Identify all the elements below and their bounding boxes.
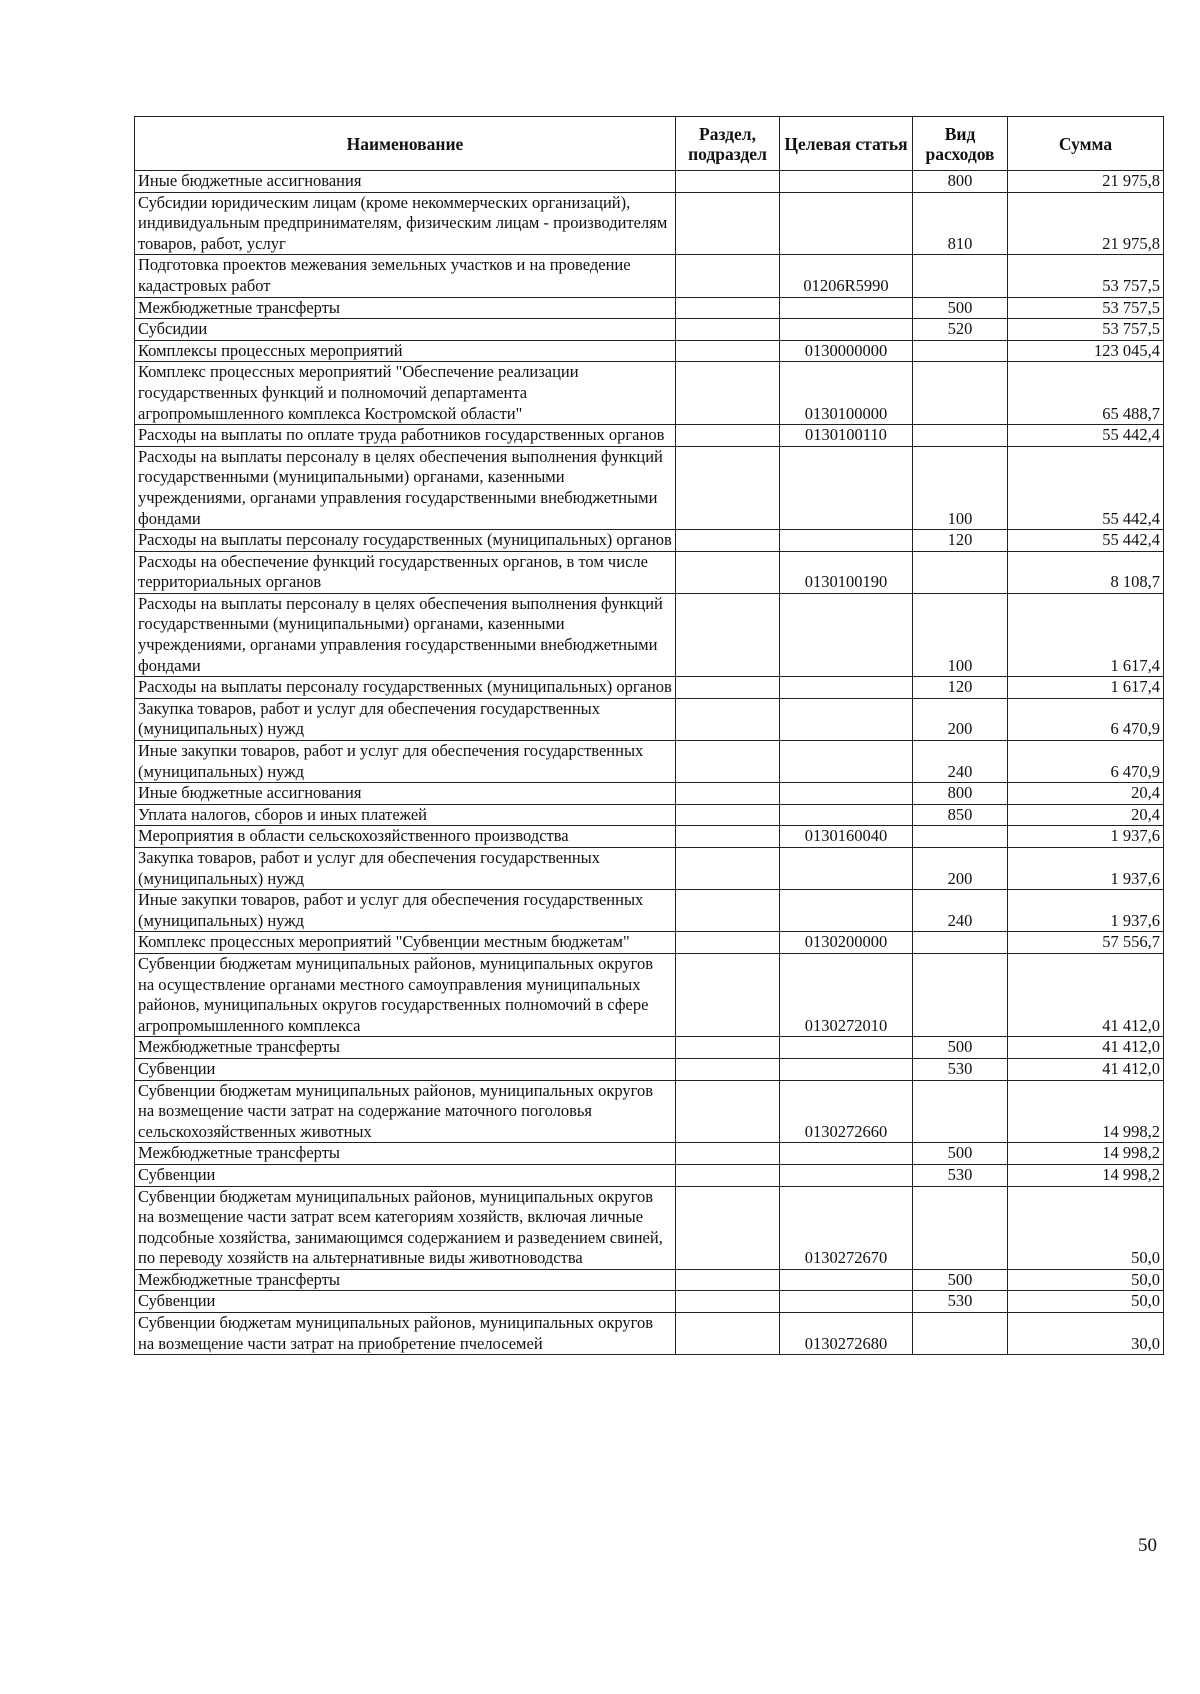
table-body [135, 171, 1164, 1355]
row-summa-cell: 14 998,2 [1008, 1164, 1164, 1186]
row-summa-cell: 1 617,4 [1008, 677, 1164, 699]
row-summa-cell: 1 617,4 [1008, 593, 1164, 676]
row-vid-cell: 200 [913, 698, 1008, 740]
row-celevaya-cell [780, 1037, 913, 1059]
row-summa-cell: 57 556,7 [1008, 932, 1164, 954]
row-name-cell: Субсидии [135, 319, 676, 341]
row-vid-cell: 500 [913, 1143, 1008, 1165]
row-vid-cell [913, 1080, 1008, 1143]
row-vid-cell: 240 [913, 890, 1008, 932]
row-celevaya-cell: 0130100000 [780, 362, 913, 425]
row-razdel-cell [676, 1313, 780, 1355]
table-row [135, 1291, 1164, 1313]
row-celevaya-cell [780, 1269, 913, 1291]
row-name-cell: Закупка товаров, работ и услуг для обеспечения государственных (муниципальных) нужд [135, 698, 676, 740]
row-celevaya-cell: 01206R5990 [780, 255, 913, 297]
row-vid-cell: 800 [913, 171, 1008, 193]
row-celevaya-cell [780, 1164, 913, 1186]
row-summa-cell: 53 757,5 [1008, 319, 1164, 341]
table-row [135, 530, 1164, 552]
row-celevaya-cell [780, 593, 913, 676]
row-summa-cell: 53 757,5 [1008, 297, 1164, 319]
row-vid-cell: 500 [913, 1037, 1008, 1059]
row-celevaya-cell [780, 804, 913, 826]
row-vid-cell [913, 1313, 1008, 1355]
row-vid-cell [913, 255, 1008, 297]
row-name-cell: Комплекс процессных мероприятий "Обеспечение реализации государственных функций и полномочий департамента агропромышленного комплекса Костромской области" [135, 362, 676, 425]
row-razdel-cell [676, 848, 780, 890]
row-razdel-cell [676, 551, 780, 593]
row-razdel-cell [676, 932, 780, 954]
row-vid-cell: 520 [913, 319, 1008, 341]
row-summa-cell: 55 442,4 [1008, 425, 1164, 447]
row-name-cell: Комплексы процессных мероприятий [135, 340, 676, 362]
row-vid-cell: 500 [913, 1269, 1008, 1291]
row-razdel-cell [676, 804, 780, 826]
row-celevaya-cell: 0130272010 [780, 953, 913, 1036]
table-row [135, 953, 1164, 1036]
table-row [135, 677, 1164, 699]
row-celevaya-cell [780, 1143, 913, 1165]
table-row [135, 1058, 1164, 1080]
table-row [135, 319, 1164, 341]
table-row [135, 192, 1164, 255]
table-row [135, 297, 1164, 319]
row-vid-cell: 800 [913, 783, 1008, 805]
row-razdel-cell [676, 890, 780, 932]
row-razdel-cell [676, 192, 780, 255]
header-razdel: Раздел, подраздел [676, 117, 780, 171]
row-summa-cell: 20,4 [1008, 804, 1164, 826]
row-name-cell: Субсидии юридическим лицам (кроме некоммерческих организаций), индивидуальным предпринимателям, физическим лицам - производителям товаров, работ, услуг [135, 192, 676, 255]
row-name-cell: Закупка товаров, работ и услуг для обеспечения государственных (муниципальных) нужд [135, 848, 676, 890]
row-summa-cell: 1 937,6 [1008, 890, 1164, 932]
row-name-cell: Расходы на выплаты персоналу в целях обеспечения выполнения функций государственными (муниципальными) органами, казенными учреждениями, органами управления государственными внебюджетными фондами [135, 446, 676, 529]
row-name-cell: Иные закупки товаров, работ и услуг для обеспечения государственных (муниципальных) нужд [135, 890, 676, 932]
row-razdel-cell [676, 297, 780, 319]
row-summa-cell: 6 470,9 [1008, 741, 1164, 783]
row-celevaya-cell [780, 698, 913, 740]
row-vid-cell: 850 [913, 804, 1008, 826]
row-vid-cell: 120 [913, 530, 1008, 552]
row-summa-cell: 41 412,0 [1008, 1037, 1164, 1059]
row-razdel-cell [676, 1164, 780, 1186]
row-name-cell: Субвенции бюджетам муниципальных районов, муниципальных округов на возмещение части затрат всем категориям хозяйств, включая личные подсобные хозяйства, занимающимся содержанием и разведением свиней, по переводу хозяйств на альтернативные виды животноводства [135, 1186, 676, 1269]
row-summa-cell: 14 998,2 [1008, 1143, 1164, 1165]
row-summa-cell: 1 937,6 [1008, 848, 1164, 890]
row-razdel-cell [676, 1269, 780, 1291]
row-summa-cell: 30,0 [1008, 1313, 1164, 1355]
row-name-cell: Расходы на выплаты персоналу в целях обеспечения выполнения функций государственными (муниципальными) органами, казенными учреждениями, органами управления государственными внебюджетными фондами [135, 593, 676, 676]
row-razdel-cell [676, 783, 780, 805]
row-razdel-cell [676, 677, 780, 699]
row-celevaya-cell [780, 192, 913, 255]
row-summa-cell: 65 488,7 [1008, 362, 1164, 425]
row-name-cell: Межбюджетные трансферты [135, 297, 676, 319]
row-celevaya-cell [780, 171, 913, 193]
table-row [135, 1143, 1164, 1165]
table-row [135, 1037, 1164, 1059]
row-vid-cell [913, 340, 1008, 362]
row-celevaya-cell: 0130272660 [780, 1080, 913, 1143]
budget-table [134, 116, 1164, 1355]
row-summa-cell: 14 998,2 [1008, 1080, 1164, 1143]
row-summa-cell: 50,0 [1008, 1291, 1164, 1313]
row-name-cell: Расходы на выплаты персоналу государственных (муниципальных) органов [135, 677, 676, 699]
row-summa-cell: 41 412,0 [1008, 1058, 1164, 1080]
row-celevaya-cell [780, 783, 913, 805]
row-celevaya-cell: 0130100190 [780, 551, 913, 593]
table-row [135, 362, 1164, 425]
row-name-cell: Субвенции бюджетам муниципальных районов, муниципальных округов на возмещение части затрат на содержание маточного поголовья сельскохозяйственных животных [135, 1080, 676, 1143]
row-vid-cell: 500 [913, 297, 1008, 319]
table-row [135, 593, 1164, 676]
row-celevaya-cell: 0130000000 [780, 340, 913, 362]
row-summa-cell: 50,0 [1008, 1269, 1164, 1291]
row-name-cell: Межбюджетные трансферты [135, 1143, 676, 1165]
table-row [135, 425, 1164, 447]
header-celevaya: Целевая статья [780, 117, 913, 171]
row-razdel-cell [676, 1143, 780, 1165]
row-name-cell: Комплекс процессных мероприятий "Субвенции местным бюджетам" [135, 932, 676, 954]
row-name-cell: Расходы на выплаты по оплате труда работников государственных органов [135, 425, 676, 447]
row-name-cell: Межбюджетные трансферты [135, 1037, 676, 1059]
header-name: Наименование [135, 117, 676, 171]
row-razdel-cell [676, 530, 780, 552]
table-row [135, 255, 1164, 297]
row-vid-cell [913, 362, 1008, 425]
row-summa-cell: 21 975,8 [1008, 192, 1164, 255]
row-vid-cell: 100 [913, 593, 1008, 676]
row-razdel-cell [676, 826, 780, 848]
row-summa-cell: 20,4 [1008, 783, 1164, 805]
row-name-cell: Субвенции [135, 1291, 676, 1313]
row-name-cell: Субвенции [135, 1164, 676, 1186]
row-summa-cell: 50,0 [1008, 1186, 1164, 1269]
row-summa-cell: 53 757,5 [1008, 255, 1164, 297]
row-vid-cell: 240 [913, 741, 1008, 783]
row-summa-cell: 21 975,8 [1008, 171, 1164, 193]
row-razdel-cell [676, 1058, 780, 1080]
row-vid-cell: 120 [913, 677, 1008, 699]
table-row [135, 1164, 1164, 1186]
row-name-cell: Подготовка проектов межевания земельных участков и на проведение кадастровых работ [135, 255, 676, 297]
row-name-cell: Субвенции бюджетам муниципальных районов, муниципальных округов на осуществление органами местного самоуправления муниципальных районов, муниципальных округов государственных полномочий в сфере агропромышленного комплекса [135, 953, 676, 1036]
row-celevaya-cell: 0130272670 [780, 1186, 913, 1269]
row-vid-cell [913, 932, 1008, 954]
row-celevaya-cell: 0130272680 [780, 1313, 913, 1355]
row-name-cell: Уплата налогов, сборов и иных платежей [135, 804, 676, 826]
row-summa-cell: 1 937,6 [1008, 826, 1164, 848]
row-razdel-cell [676, 953, 780, 1036]
row-summa-cell: 41 412,0 [1008, 953, 1164, 1036]
row-razdel-cell [676, 1291, 780, 1313]
row-celevaya-cell [780, 677, 913, 699]
row-celevaya-cell [780, 890, 913, 932]
row-vid-cell: 100 [913, 446, 1008, 529]
table-row [135, 1186, 1164, 1269]
row-razdel-cell [676, 362, 780, 425]
row-name-cell: Межбюджетные трансферты [135, 1269, 676, 1291]
table-row [135, 446, 1164, 529]
row-vid-cell: 530 [913, 1058, 1008, 1080]
row-razdel-cell [676, 319, 780, 341]
table-row [135, 741, 1164, 783]
row-razdel-cell [676, 1037, 780, 1059]
table-row [135, 783, 1164, 805]
table-header [135, 117, 1164, 171]
row-name-cell: Субвенции [135, 1058, 676, 1080]
table-row [135, 698, 1164, 740]
row-celevaya-cell [780, 1058, 913, 1080]
row-razdel-cell [676, 698, 780, 740]
row-razdel-cell [676, 340, 780, 362]
row-name-cell: Расходы на обеспечение функций государственных органов, в том числе территориальных органов [135, 551, 676, 593]
row-razdel-cell [676, 741, 780, 783]
row-celevaya-cell [780, 1291, 913, 1313]
row-celevaya-cell [780, 848, 913, 890]
row-summa-cell: 55 442,4 [1008, 530, 1164, 552]
row-vid-cell: 530 [913, 1164, 1008, 1186]
row-razdel-cell [676, 1080, 780, 1143]
row-celevaya-cell [780, 446, 913, 529]
row-summa-cell: 55 442,4 [1008, 446, 1164, 529]
row-name-cell: Расходы на выплаты персоналу государственных (муниципальных) органов [135, 530, 676, 552]
row-name-cell: Иные бюджетные ассигнования [135, 171, 676, 193]
row-razdel-cell [676, 171, 780, 193]
row-razdel-cell [676, 593, 780, 676]
page-number: 50 [1138, 1535, 1157, 1556]
row-celevaya-cell: 0130160040 [780, 826, 913, 848]
row-celevaya-cell [780, 530, 913, 552]
table-row [135, 848, 1164, 890]
row-name-cell: Мероприятия в области сельскохозяйственного производства [135, 826, 676, 848]
row-celevaya-cell: 0130200000 [780, 932, 913, 954]
header-summa: Сумма [1008, 117, 1164, 171]
row-vid-cell: 530 [913, 1291, 1008, 1313]
row-name-cell: Иные бюджетные ассигнования [135, 783, 676, 805]
row-name-cell: Субвенции бюджетам муниципальных районов, муниципальных округов на возмещение части затрат на приобретение пчелосемей [135, 1313, 676, 1355]
row-razdel-cell [676, 446, 780, 529]
table-row [135, 804, 1164, 826]
row-celevaya-cell [780, 741, 913, 783]
table-row [135, 826, 1164, 848]
table-row [135, 1080, 1164, 1143]
row-vid-cell: 200 [913, 848, 1008, 890]
row-name-cell: Иные закупки товаров, работ и услуг для обеспечения государственных (муниципальных) нужд [135, 741, 676, 783]
row-celevaya-cell [780, 319, 913, 341]
row-vid-cell [913, 1186, 1008, 1269]
row-razdel-cell [676, 255, 780, 297]
row-razdel-cell [676, 425, 780, 447]
row-celevaya-cell [780, 297, 913, 319]
header-vid: Вид расходов [913, 117, 1008, 171]
row-summa-cell: 123 045,4 [1008, 340, 1164, 362]
row-vid-cell [913, 551, 1008, 593]
row-vid-cell [913, 425, 1008, 447]
table-row [135, 551, 1164, 593]
row-vid-cell [913, 953, 1008, 1036]
table-row [135, 890, 1164, 932]
row-vid-cell: 810 [913, 192, 1008, 255]
row-vid-cell [913, 826, 1008, 848]
table-row [135, 1269, 1164, 1291]
row-summa-cell: 8 108,7 [1008, 551, 1164, 593]
row-razdel-cell [676, 1186, 780, 1269]
table-row [135, 1313, 1164, 1355]
table-row [135, 171, 1164, 193]
table-row [135, 932, 1164, 954]
row-summa-cell: 6 470,9 [1008, 698, 1164, 740]
row-celevaya-cell: 0130100110 [780, 425, 913, 447]
table-row [135, 340, 1164, 362]
